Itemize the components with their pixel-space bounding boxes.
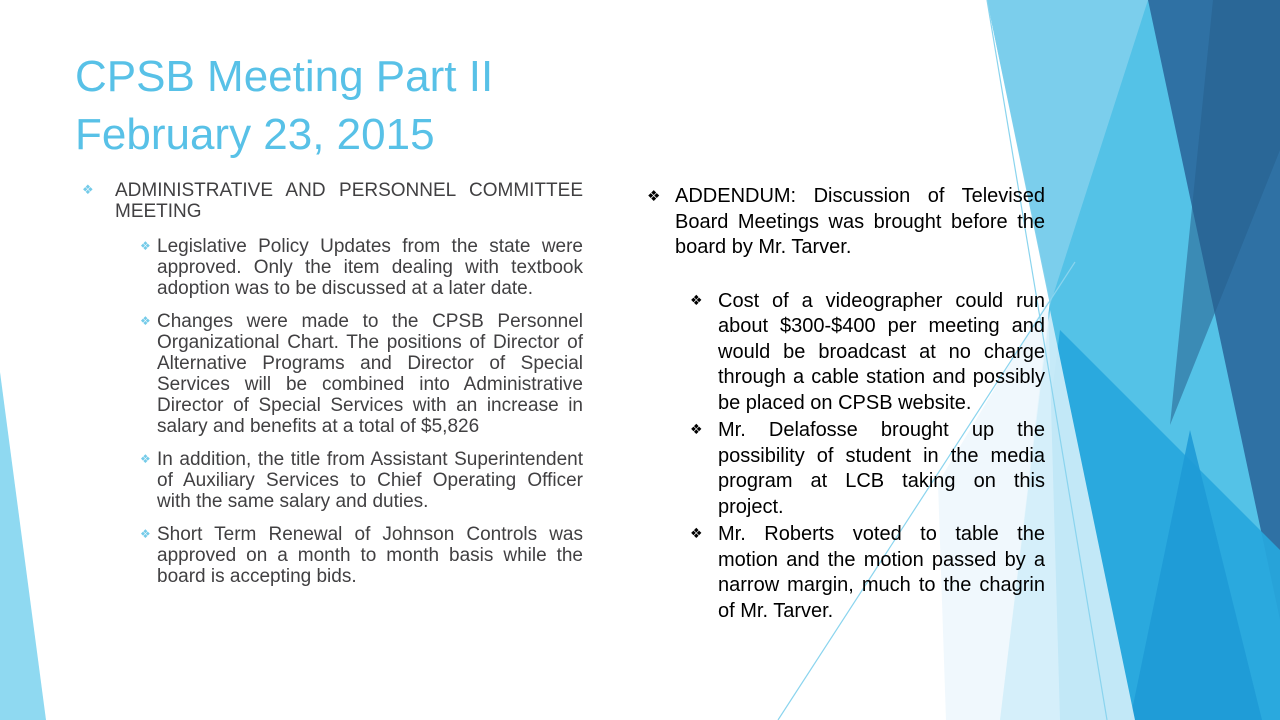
right-bullet-item bbox=[645, 289, 1045, 417]
slide-title-line2: February 23, 2015 bbox=[75, 110, 435, 159]
left-bullet-text: In addition, the title from Assistant Superintendent of Auxiliary Services to Chief Operating Officer with the same salary and duties. bbox=[157, 449, 583, 512]
left-bullet-item bbox=[75, 524, 583, 587]
diamond-bullet-icon: ❖ bbox=[140, 239, 151, 253]
diamond-bullet-icon: ❖ bbox=[140, 452, 151, 466]
left-bullet-text: Changes were made to the CPSB Personnel Organizational Chart. The positions of Director of Alternative Programs and Director of Special Services will be combined into Administrative Director of Special Services with an increase in salary and benefits at a total of $5,826 bbox=[157, 311, 583, 437]
left-text-column bbox=[75, 180, 583, 599]
diamond-bullet-icon: ❖ bbox=[82, 183, 94, 198]
slide-title bbox=[75, 48, 715, 164]
diamond-bullet-icon: ❖ bbox=[690, 526, 703, 542]
right-heading-text: ADDENDUM: Discussion of Televised Board Meetings was brought before the board by Mr. Tarver. bbox=[675, 185, 1045, 258]
left-bullet-item bbox=[75, 236, 583, 299]
decor-left-wedge bbox=[0, 372, 46, 720]
diamond-bullet-icon: ❖ bbox=[140, 527, 151, 541]
right-bullet-item bbox=[645, 522, 1045, 624]
right-bullet-text: Mr. Delafosse brought up the possibility of student in the media program at LCB taking on this project. bbox=[718, 419, 1045, 518]
left-heading-text: ADMINISTRATIVE AND PERSONNEL COMMITTEE MEETING bbox=[115, 180, 583, 222]
left-bullet-text: Legislative Policy Updates from the state were approved. Only the item dealing with textbook adoption was to be discussed at a later date. bbox=[157, 236, 583, 299]
right-heading-item bbox=[645, 184, 1045, 261]
right-text-column bbox=[645, 184, 1045, 626]
diamond-bullet-icon: ❖ bbox=[690, 292, 703, 309]
diamond-bullet-icon: ❖ bbox=[140, 314, 151, 328]
left-bullet-text: Short Term Renewal of Johnson Controls was approved on a month to month basis while the board is accepting bids. bbox=[157, 524, 583, 587]
left-bullet-item bbox=[75, 311, 583, 437]
right-bullet-text: Cost of a videographer could run about $300-$400 per meeting and would be broadcast at no charge through a cable station and possibly be placed on CPSB website. bbox=[718, 289, 1045, 414]
slide-title-line1: CPSB Meeting Part II bbox=[75, 52, 494, 101]
diamond-bullet-icon: ❖ bbox=[690, 422, 703, 438]
left-heading-item bbox=[75, 180, 583, 222]
left-bullet-item bbox=[75, 449, 583, 512]
right-bullet-item bbox=[645, 418, 1045, 520]
right-bullet-text: Mr. Roberts voted to table the motion and the motion passed by a narrow margin, much to the chagrin of Mr. Tarver. bbox=[718, 523, 1045, 622]
diamond-bullet-icon: ❖ bbox=[647, 187, 661, 205]
